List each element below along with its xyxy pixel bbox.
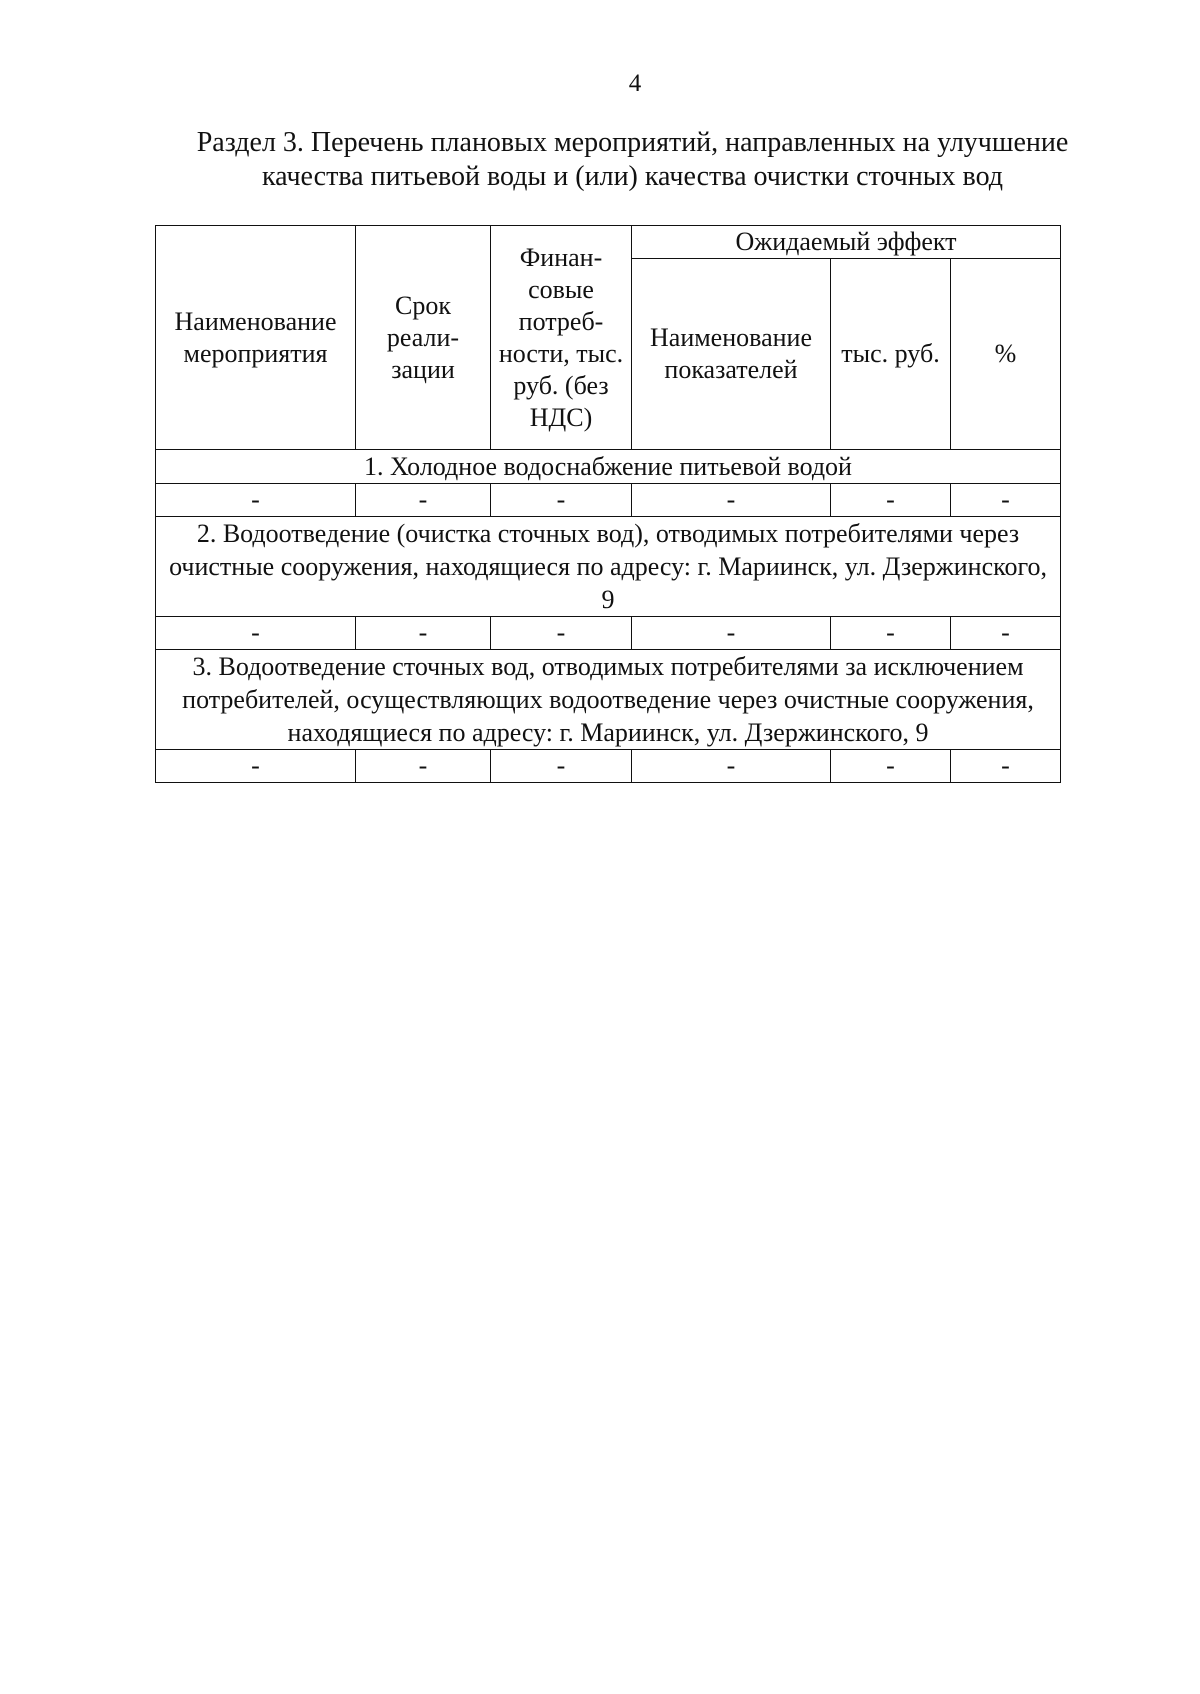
cell: - <box>632 617 831 650</box>
header-percent: % <box>951 259 1061 450</box>
section-title-2: 2. Водоотведение (очистка сточных вод), отводимых потребителями через очистные сооружения, находящиеся по адресу: г. Мариинск, ул. Дзержинского, 9 <box>156 517 1061 617</box>
header-indicator-name: Наименование показателей <box>632 259 831 450</box>
cell: - <box>491 484 632 517</box>
cell: - <box>156 484 356 517</box>
section-title-1: 1. Холодное водоснабжение питьевой водой <box>156 450 1061 484</box>
cell: - <box>356 617 491 650</box>
table-row <box>156 750 1061 783</box>
cell: - <box>491 617 632 650</box>
section-row <box>156 450 1061 484</box>
page-number: 4 <box>628 70 642 97</box>
header-term: Срок реали-зации <box>356 226 491 450</box>
section-row <box>156 517 1061 617</box>
cell: - <box>356 750 491 783</box>
table-header-row <box>156 226 1061 259</box>
cell: - <box>632 484 831 517</box>
table-row <box>156 484 1061 517</box>
section-title: Раздел 3. Перечень плановых мероприятий, направленных на улучшение качества питьевой воды и (или) качества очистки сточных вод <box>196 127 1069 192</box>
cell: - <box>831 750 951 783</box>
header-expected-effect: Ожидаемый эффект <box>632 226 1061 259</box>
cell: - <box>831 617 951 650</box>
cell: - <box>951 750 1061 783</box>
cell: - <box>156 617 356 650</box>
section-title-3: 3. Водоотведение сточных вод, отводимых потребителями за исключением потребителей, осуществляющих водоотведение через очистные сооружения, находящиеся по адресу: г. Мариинск, ул. Дзержинского, 9 <box>156 650 1061 750</box>
measures-table <box>155 225 1061 783</box>
table-row <box>156 617 1061 650</box>
header-measure-name: Наименование мероприятия <box>156 226 356 450</box>
cell: - <box>951 617 1061 650</box>
cell: - <box>356 484 491 517</box>
cell: - <box>831 484 951 517</box>
cell: - <box>156 750 356 783</box>
cell: - <box>951 484 1061 517</box>
section-row <box>156 650 1061 750</box>
header-thousand-rub: тыс. руб. <box>831 259 951 450</box>
cell: - <box>632 750 831 783</box>
cell: - <box>491 750 632 783</box>
header-financial-needs: Финан-совые потреб-ности, тыс. руб. (без НДС) <box>491 226 632 450</box>
